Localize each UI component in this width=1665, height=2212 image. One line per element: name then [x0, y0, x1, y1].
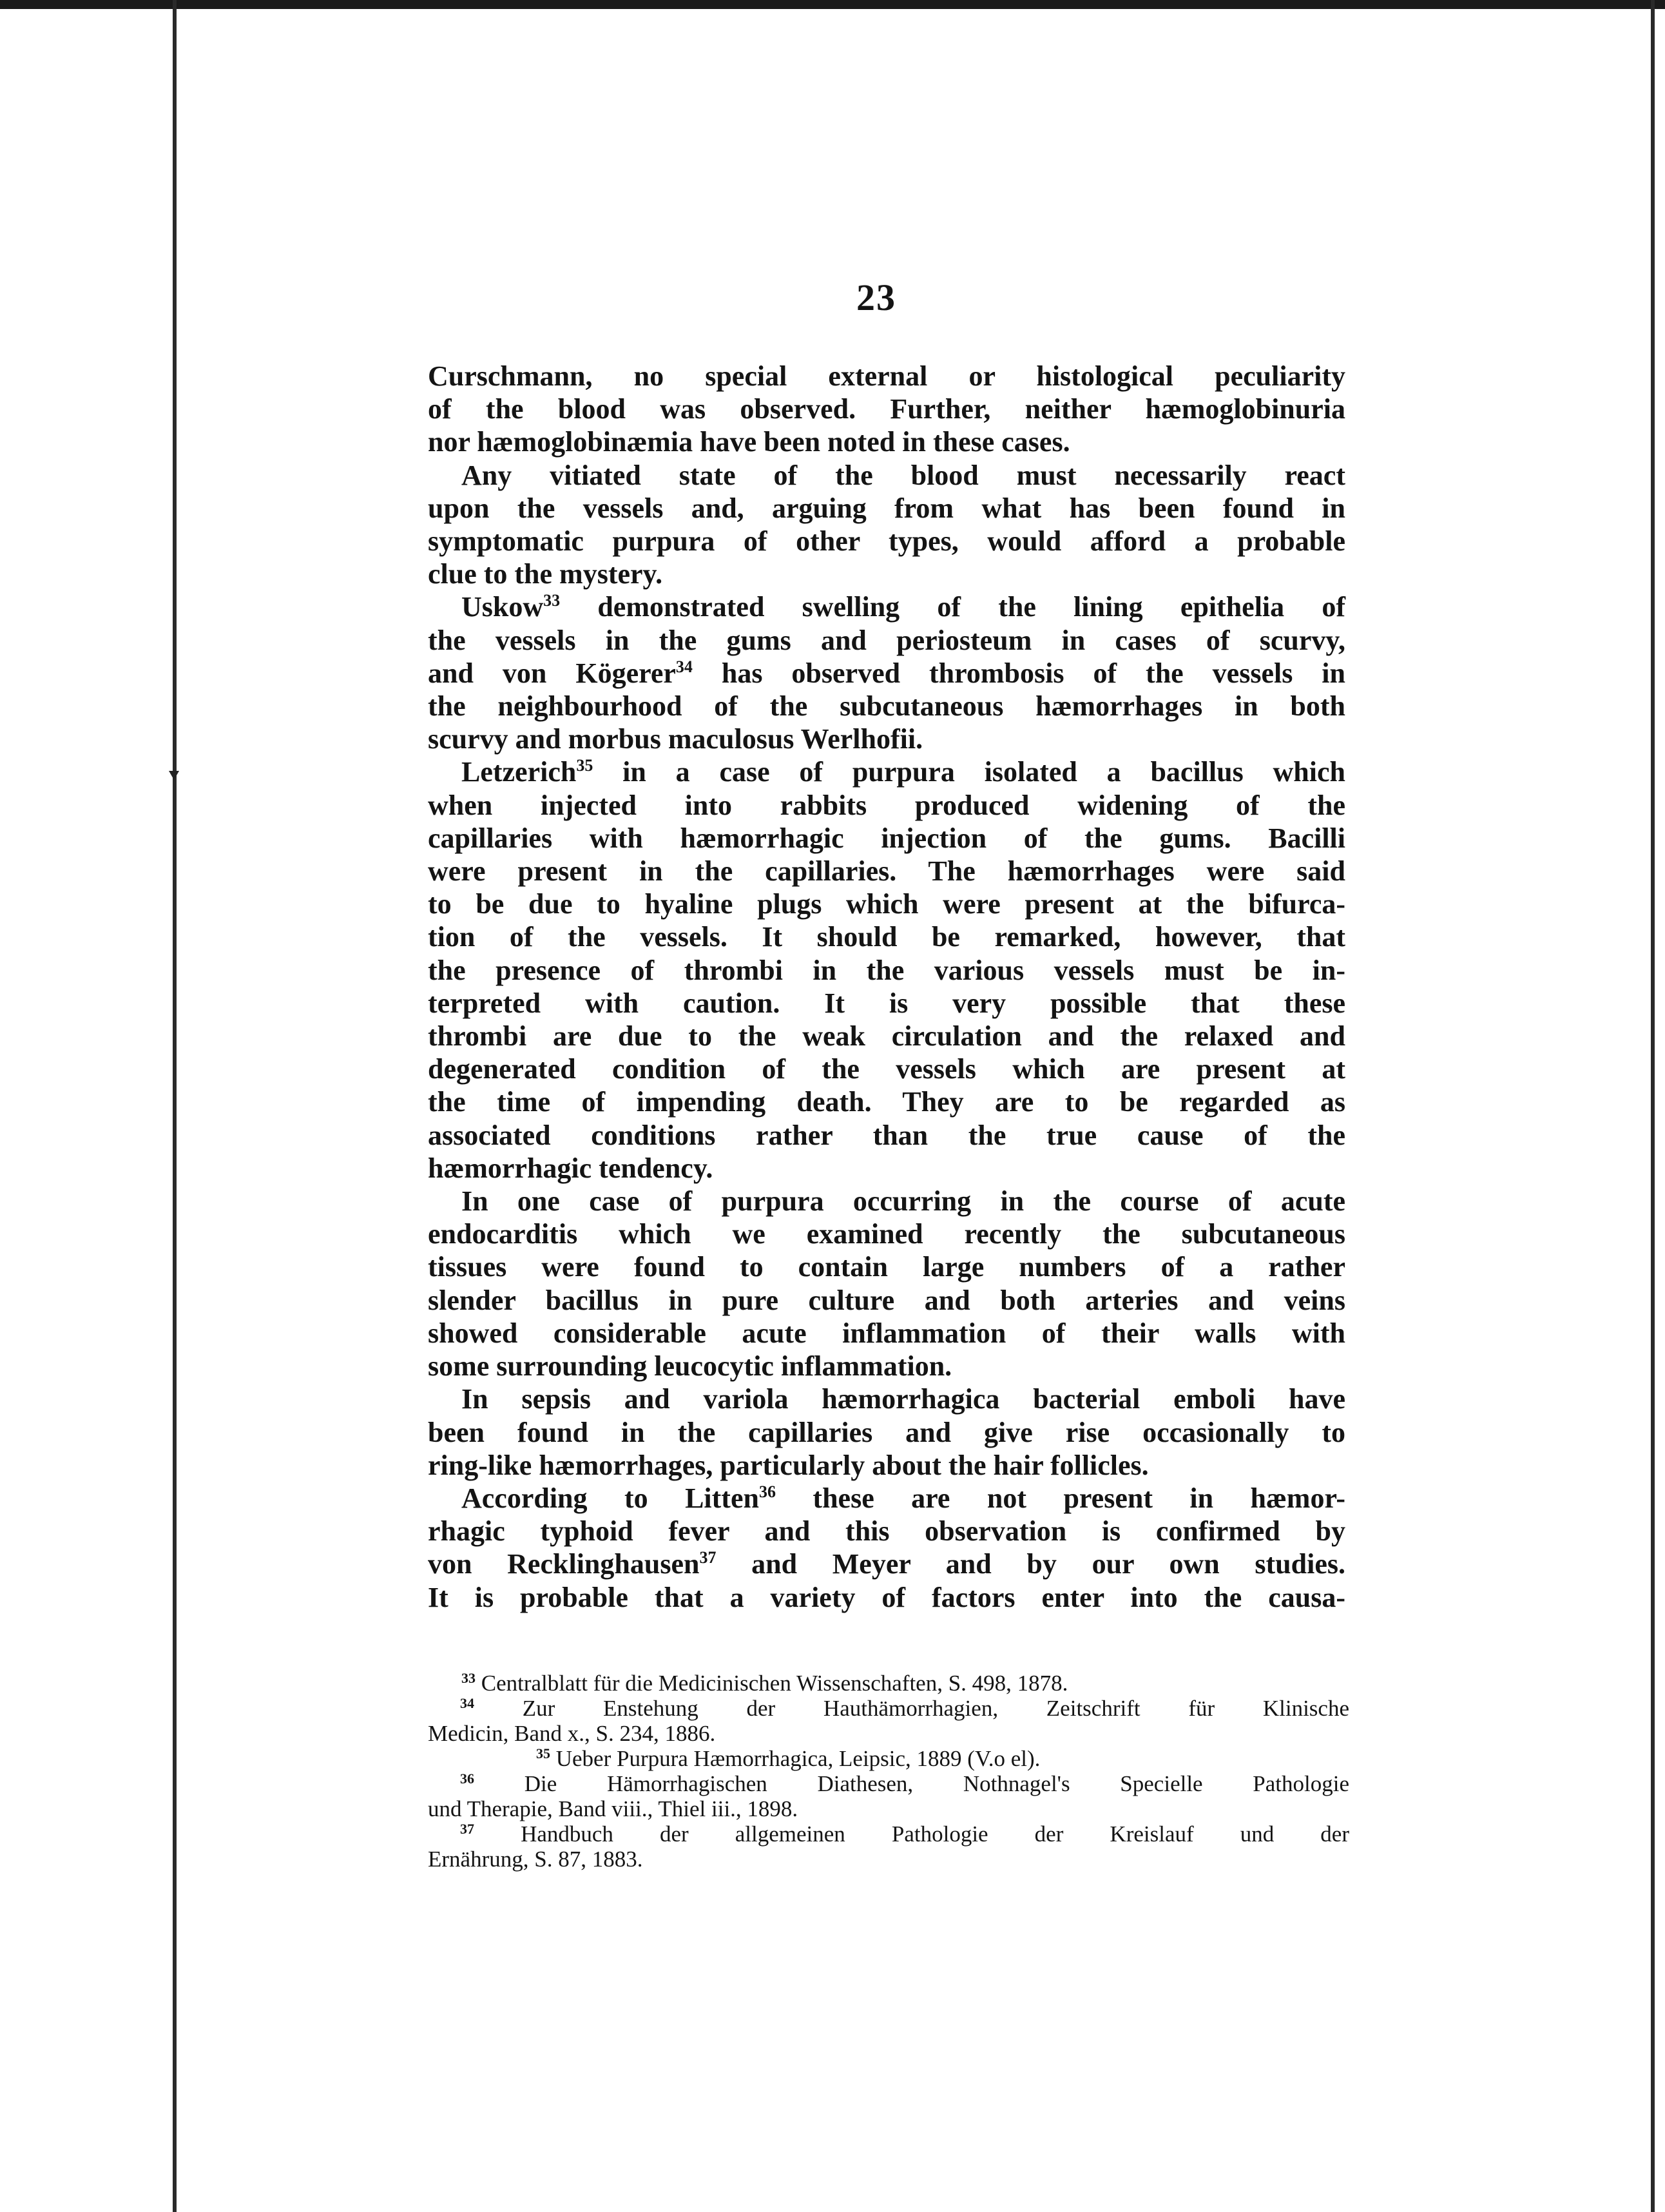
- footnote-continuation: Ernährung, S. 87, 1883.: [428, 1847, 643, 1872]
- scan-left-edge: [173, 0, 177, 2212]
- footnote-text: Zur Enstehung der Hauthämorrhagien, Zeitschrift für Klinische: [522, 1696, 1349, 1721]
- text-segment: Letzerich: [461, 756, 577, 788]
- paragraph-7: [428, 1482, 1345, 1614]
- text-line: nor hæmoglobinæmia have been noted in these cases.: [428, 426, 1070, 458]
- text-line: terpreted with caution. It is very possible that these: [428, 987, 1345, 1019]
- text-line: the presence of thrombi in the various vessels must be in-: [428, 954, 1345, 986]
- text-segment: has observed thrombosis of the vessels in: [692, 657, 1345, 689]
- footnote-text: Centralblatt für die Medicinischen Wissenschaften, S. 498, 1878.: [481, 1671, 1068, 1696]
- text-segment: Uskow: [461, 591, 544, 623]
- text-segment: in a case of purpura isolated a bacillus which: [593, 756, 1345, 788]
- footnote-text: Handbuch der allgemeinen Pathologie der Kreislauf und der: [521, 1821, 1349, 1847]
- footnote-ref: 34: [675, 657, 693, 676]
- text-segment: demonstrated swelling of the lining epithelia of: [560, 591, 1345, 623]
- text-line: [428, 657, 1345, 690]
- text-line: degenerated condition of the vessels which are present at: [428, 1053, 1345, 1085]
- footnote-text: Ueber Purpura Hæmorrhagica, Leipsic, 1889 (V.o el).: [555, 1746, 1041, 1771]
- text-line: tion of the vessels. It should be remarked, however, that: [428, 921, 1345, 953]
- paragraph-2: [428, 459, 1345, 591]
- footnote-ref: 36: [758, 1482, 776, 1501]
- text-line: endocarditis which we examined recently the subcutaneous: [428, 1218, 1345, 1250]
- footnote-number: 35: [536, 1745, 550, 1761]
- page-number: 23: [856, 276, 896, 318]
- footnote-35: [428, 1746, 1349, 1771]
- paragraph-6: [428, 1382, 1345, 1482]
- text-line: the vessels in the gums and periosteum in cases of scurvy,: [428, 624, 1345, 656]
- footnote-36: [428, 1771, 1349, 1796]
- text-line: hæmorrhagic tendency.: [428, 1152, 713, 1184]
- scan-right-edge: [1651, 0, 1655, 2212]
- footnote-number: 36: [460, 1771, 474, 1787]
- footnote-number: 37: [460, 1821, 474, 1837]
- text-line: In one case of purpura occurring in the course of acute: [461, 1185, 1345, 1218]
- text-line: ring-like hæmorrhages, particularly about the hair follicles.: [428, 1449, 1149, 1481]
- text-line: were present in the capillaries. The hæmorrhages were said: [428, 855, 1345, 888]
- text-line: [428, 1547, 1345, 1580]
- footnote-ref: 33: [543, 591, 561, 610]
- text-line: associated conditions rather than the true cause of the: [428, 1119, 1345, 1151]
- text-line: [428, 755, 1345, 788]
- footnotes: [428, 1671, 1349, 1872]
- text-segment: these are not present in hæmor-: [775, 1482, 1346, 1514]
- text-segment: von Recklinghausen: [428, 1548, 700, 1580]
- footnote-continuation: und Therapie, Band viii., Thiel iii., 1898.: [428, 1796, 798, 1821]
- text-line: clue to the mystery.: [428, 558, 663, 590]
- paragraph-4: [428, 755, 1345, 1185]
- footnote-continuation: Medicin, Band x., S. 234, 1886.: [428, 1721, 716, 1746]
- text-line: Curschmann, no special external or histological peculiarity: [428, 360, 1345, 392]
- text-line: rhagic typhoid fever and this observation is confirmed by: [428, 1515, 1345, 1547]
- text-line: scurvy and morbus maculosus Werlhofii.: [428, 723, 923, 755]
- text-line: when injected into rabbits produced widening of the: [428, 789, 1345, 821]
- text-segment: and Meyer and by our own studies.: [716, 1548, 1345, 1580]
- text-line: showed considerable acute inflammation of their walls with: [428, 1317, 1345, 1349]
- text-segment: and von Kögerer: [428, 657, 676, 689]
- footnote-number: 33: [461, 1670, 476, 1686]
- text-line: thrombi are due to the weak circulation and the relaxed and: [428, 1020, 1345, 1053]
- text-line: tissues were found to contain large numbers of a rather: [428, 1251, 1345, 1283]
- footnote-ref: 35: [576, 756, 593, 775]
- text-line: slender bacillus in pure culture and both arteries and veins: [428, 1284, 1345, 1316]
- footnote-34: [428, 1696, 1349, 1721]
- text-segment: According to Litten: [461, 1482, 759, 1514]
- text-line: [428, 1482, 1345, 1515]
- paragraph-5: [428, 1185, 1345, 1382]
- text-line: [428, 590, 1345, 623]
- text-line: been found in the capillaries and give rise occasionally to: [428, 1416, 1345, 1448]
- scan-margin-mark: [169, 771, 179, 780]
- text-line: to be due to hyaline plugs which were present at the bifurca-: [428, 888, 1345, 920]
- paragraph-3: [428, 590, 1345, 755]
- footnote-text: Die Hämorrhagischen Diathesen, Nothnagel's Specielle Pathologie: [524, 1771, 1350, 1796]
- body-text: [428, 360, 1345, 1614]
- scan-top-border: [0, 0, 1665, 9]
- text-line: the time of impending death. They are to be regarded as: [428, 1086, 1345, 1118]
- footnote-33: [428, 1671, 1349, 1696]
- text-line: symptomatic purpura of other types, would afford a probable: [428, 525, 1345, 558]
- footnote-ref: 37: [699, 1548, 717, 1567]
- text-line: upon the vessels and, arguing from what has been found in: [428, 492, 1345, 524]
- text-line: some surrounding leucocytic inflammation.: [428, 1350, 952, 1382]
- footnote-37: [428, 1821, 1349, 1847]
- text-line: capillaries with hæmorrhagic injection of the gums. Bacilli: [428, 822, 1345, 854]
- text-line: In sepsis and variola hæmorrhagica bacterial emboli have: [461, 1383, 1345, 1415]
- text-line: of the blood was observed. Further, neither hæmoglobinuria: [428, 393, 1345, 425]
- footnote-number: 34: [460, 1695, 474, 1711]
- paragraph-1: [428, 360, 1345, 459]
- text-line: the neighbourhood of the subcutaneous hæmorrhages in both: [428, 690, 1345, 723]
- text-line: Any vitiated state of the blood must necessarily react: [461, 459, 1345, 491]
- text-line: It is probable that a variety of factors enter into the causa-: [428, 1581, 1345, 1613]
